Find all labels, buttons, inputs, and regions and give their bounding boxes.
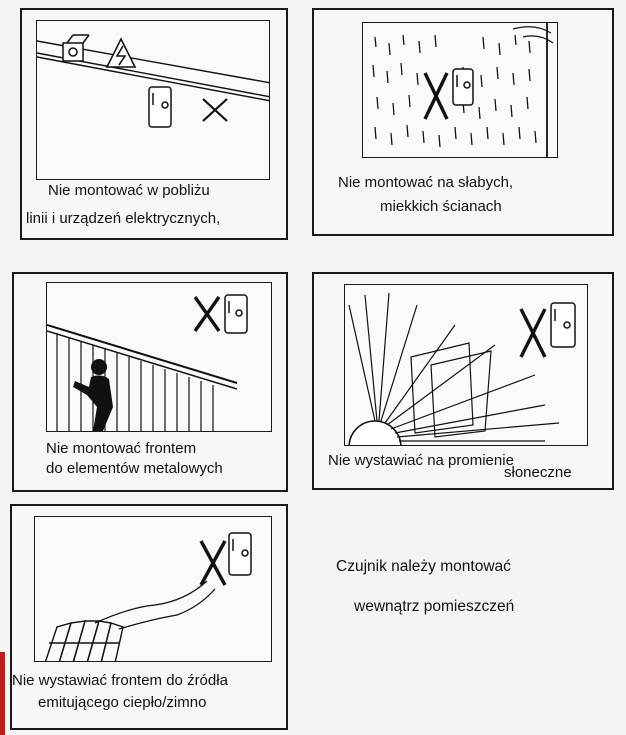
cross-mark-icon: [203, 99, 227, 121]
metal-fence-icon: [47, 325, 237, 432]
cross-mark-icon: [425, 73, 447, 119]
sun-icon: [349, 293, 559, 446]
panel-sunlight: [312, 272, 614, 490]
illustration-metal: [46, 282, 272, 432]
detector-icon: [453, 69, 473, 105]
panel-weak-walls: [312, 8, 614, 236]
caption-line-1: Nie wystawiać na promienie: [328, 452, 514, 469]
caption-line-1: Nie wystawiać frontem do źródła: [12, 672, 228, 689]
caption-line-1: Nie montować frontem: [46, 440, 197, 457]
panel-power-lines: [20, 8, 288, 240]
radiator-icon: [45, 621, 123, 662]
cross-mark-icon: [521, 309, 545, 357]
panel-heat-source: [10, 504, 288, 730]
page-edge-mark: [0, 652, 5, 735]
note-line-1: Czujnik należy montować: [336, 558, 511, 575]
cross-mark-icon: [195, 297, 219, 331]
illustration-power-lines: [36, 20, 270, 180]
detector-icon: [229, 533, 251, 575]
panel-metal: [12, 272, 288, 492]
cross-mark-icon: [201, 541, 225, 585]
caption-line-2: linii i urządzeń elektrycznych,: [26, 210, 221, 227]
caption-line-2: miekkich ścianach: [380, 198, 502, 215]
illustration-heat-source: [34, 516, 272, 662]
caption-line-2: do elementów metalowych: [46, 460, 223, 477]
illustration-weak-walls: [362, 22, 558, 158]
caption-line-1: Nie montować w pobliżu: [48, 182, 210, 199]
high-voltage-sign-icon: [107, 39, 135, 67]
detector-icon: [149, 87, 171, 127]
caption-line-1: Nie montować na słabych,: [338, 174, 514, 191]
detector-icon: [551, 303, 575, 347]
caption-line-2: słoneczne: [504, 464, 572, 481]
illustration-sunlight: [344, 284, 588, 446]
heat-flow-icon: [95, 581, 215, 629]
caption-line-2: emitującego ciepło/zimno: [38, 694, 207, 711]
detector-icon: [225, 295, 247, 333]
junction-box-icon: [63, 35, 89, 61]
note-line-2: wewnątrz pomieszczeń: [354, 598, 515, 615]
